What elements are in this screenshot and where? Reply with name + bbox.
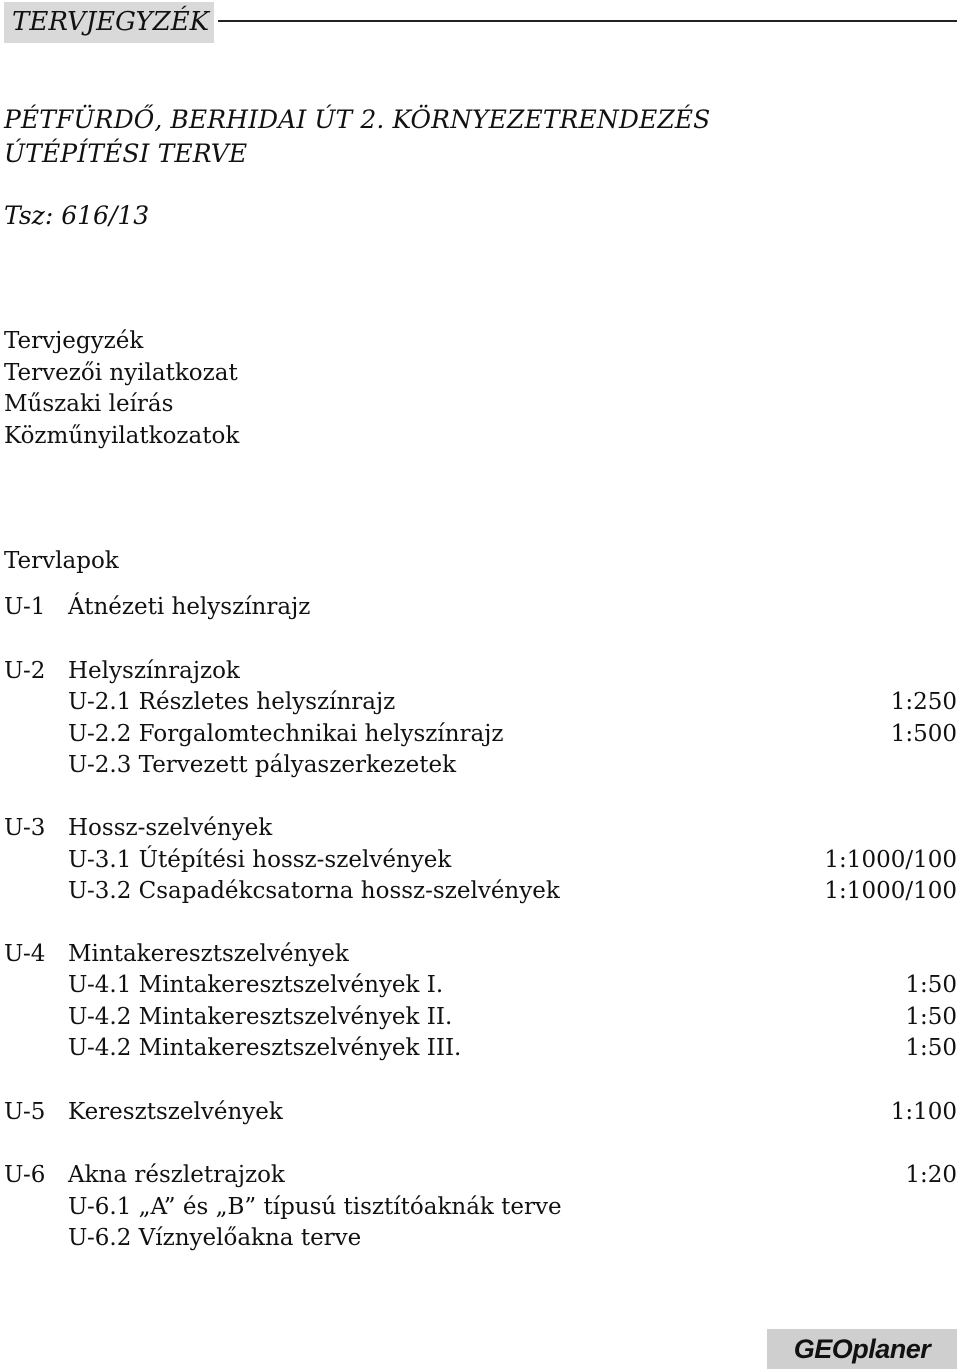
sheet-subitem-name: U-3.2 Csapadékcsatorna hossz-szelvények (68, 878, 560, 904)
sheet-row-u5 (4, 1096, 957, 1128)
document-item: Műszaki leírás (4, 391, 174, 417)
sheet-subitem-name: U-4.2 Mintakeresztszelvények II. (68, 1004, 453, 1030)
sheet-subitem (4, 718, 957, 750)
sheet-subitem (4, 844, 957, 876)
sheet-subitem-name: U-4.2 Mintakeresztszelvények III. (68, 1035, 462, 1061)
sheet-row-u2 (4, 655, 957, 687)
sheet-subitem-name: U-6.2 Víznyelőakna terve (68, 1225, 362, 1251)
sheet-scale: 1:500 (890, 721, 957, 747)
sheet-subitem (4, 1191, 957, 1223)
sheet-scale: 1:1000/100 (824, 847, 957, 873)
document-list (4, 326, 239, 452)
project-number: Tsz: 616/13 (4, 201, 150, 230)
sheet-scale: 1:20 (905, 1162, 957, 1188)
sheet-scale: 1:50 (905, 1035, 957, 1061)
sheet-subitem (4, 686, 957, 718)
sheet-scale: 1:100 (890, 1099, 957, 1125)
sheet-name: Akna részletrajzok (68, 1162, 285, 1188)
sheet-scale: 1:50 (905, 1004, 957, 1030)
sheet-row-u6 (4, 1159, 957, 1191)
sheet-subitem-name: U-2.2 Forgalomtechnikai helyszínrajz (68, 721, 504, 747)
document-item: Tervezői nyilatkozat (4, 359, 238, 386)
sheet-code: U-6 (4, 1162, 46, 1188)
sheet-row-u3 (4, 812, 957, 844)
sheet-code: U-2 (4, 658, 46, 684)
sheet-scale: 1:50 (905, 972, 957, 998)
sheets-heading (4, 545, 957, 577)
project-title-line1: PÉTFÜRDŐ, BERHIDAI ÚT 2. KÖRNYEZETRENDEZÉS (4, 105, 711, 134)
sheet-row-u1 (4, 591, 957, 623)
sheet-subitem-name: U-3.1 Útépítési hossz-szelvények (68, 847, 452, 873)
sheet-subitem (4, 749, 957, 781)
sheet-subitem (4, 969, 957, 1001)
sheet-subitem (4, 1032, 957, 1064)
sheet-name: Keresztszelvények (68, 1099, 283, 1125)
sheet-subitem-name: U-2.1 Részletes helyszínrajz (68, 689, 396, 715)
sheet-subitem-name: U-4.1 Mintakeresztszelvények I. (68, 972, 444, 998)
sheet-subitem (4, 875, 957, 907)
sheet-subitem-name: U-6.1 „A” és „B” típusú tisztítóaknák terve (68, 1194, 562, 1220)
sheet-scale: 1:1000/100 (824, 878, 957, 904)
sheet-subitem-name: U-2.3 Tervezett pályaszerkezetek (68, 752, 457, 778)
sheet-code: U-1 (4, 594, 46, 620)
document-item: Tervjegyzék (4, 328, 144, 354)
sheet-code: U-4 (4, 941, 46, 967)
sheet-name: Mintakeresztszelvények (68, 941, 349, 967)
sheet-subitem (4, 1001, 957, 1033)
sheet-name: Hossz-szelvények (68, 815, 273, 841)
sheet-scale: 1:250 (890, 689, 957, 715)
sheet-code: U-3 (4, 815, 46, 841)
project-title (4, 103, 710, 171)
sheets-heading-text: Tervlapok (4, 548, 119, 574)
sheet-name: Helyszínrajzok (68, 658, 240, 684)
company-logo: GEOplaner (767, 1329, 957, 1369)
document-item: Közműnyilatkozatok (4, 422, 240, 449)
project-title-line2: ÚTÉPÍTÉSI TERVE (4, 139, 248, 168)
sheet-name: Átnézeti helyszínrajz (68, 594, 311, 620)
header-label: TERVJEGYZÉK (4, 2, 214, 43)
sheet-row-u4 (4, 938, 957, 970)
header-rule (218, 20, 957, 22)
sheet-code: U-5 (4, 1099, 46, 1125)
sheet-subitem (4, 1222, 957, 1254)
